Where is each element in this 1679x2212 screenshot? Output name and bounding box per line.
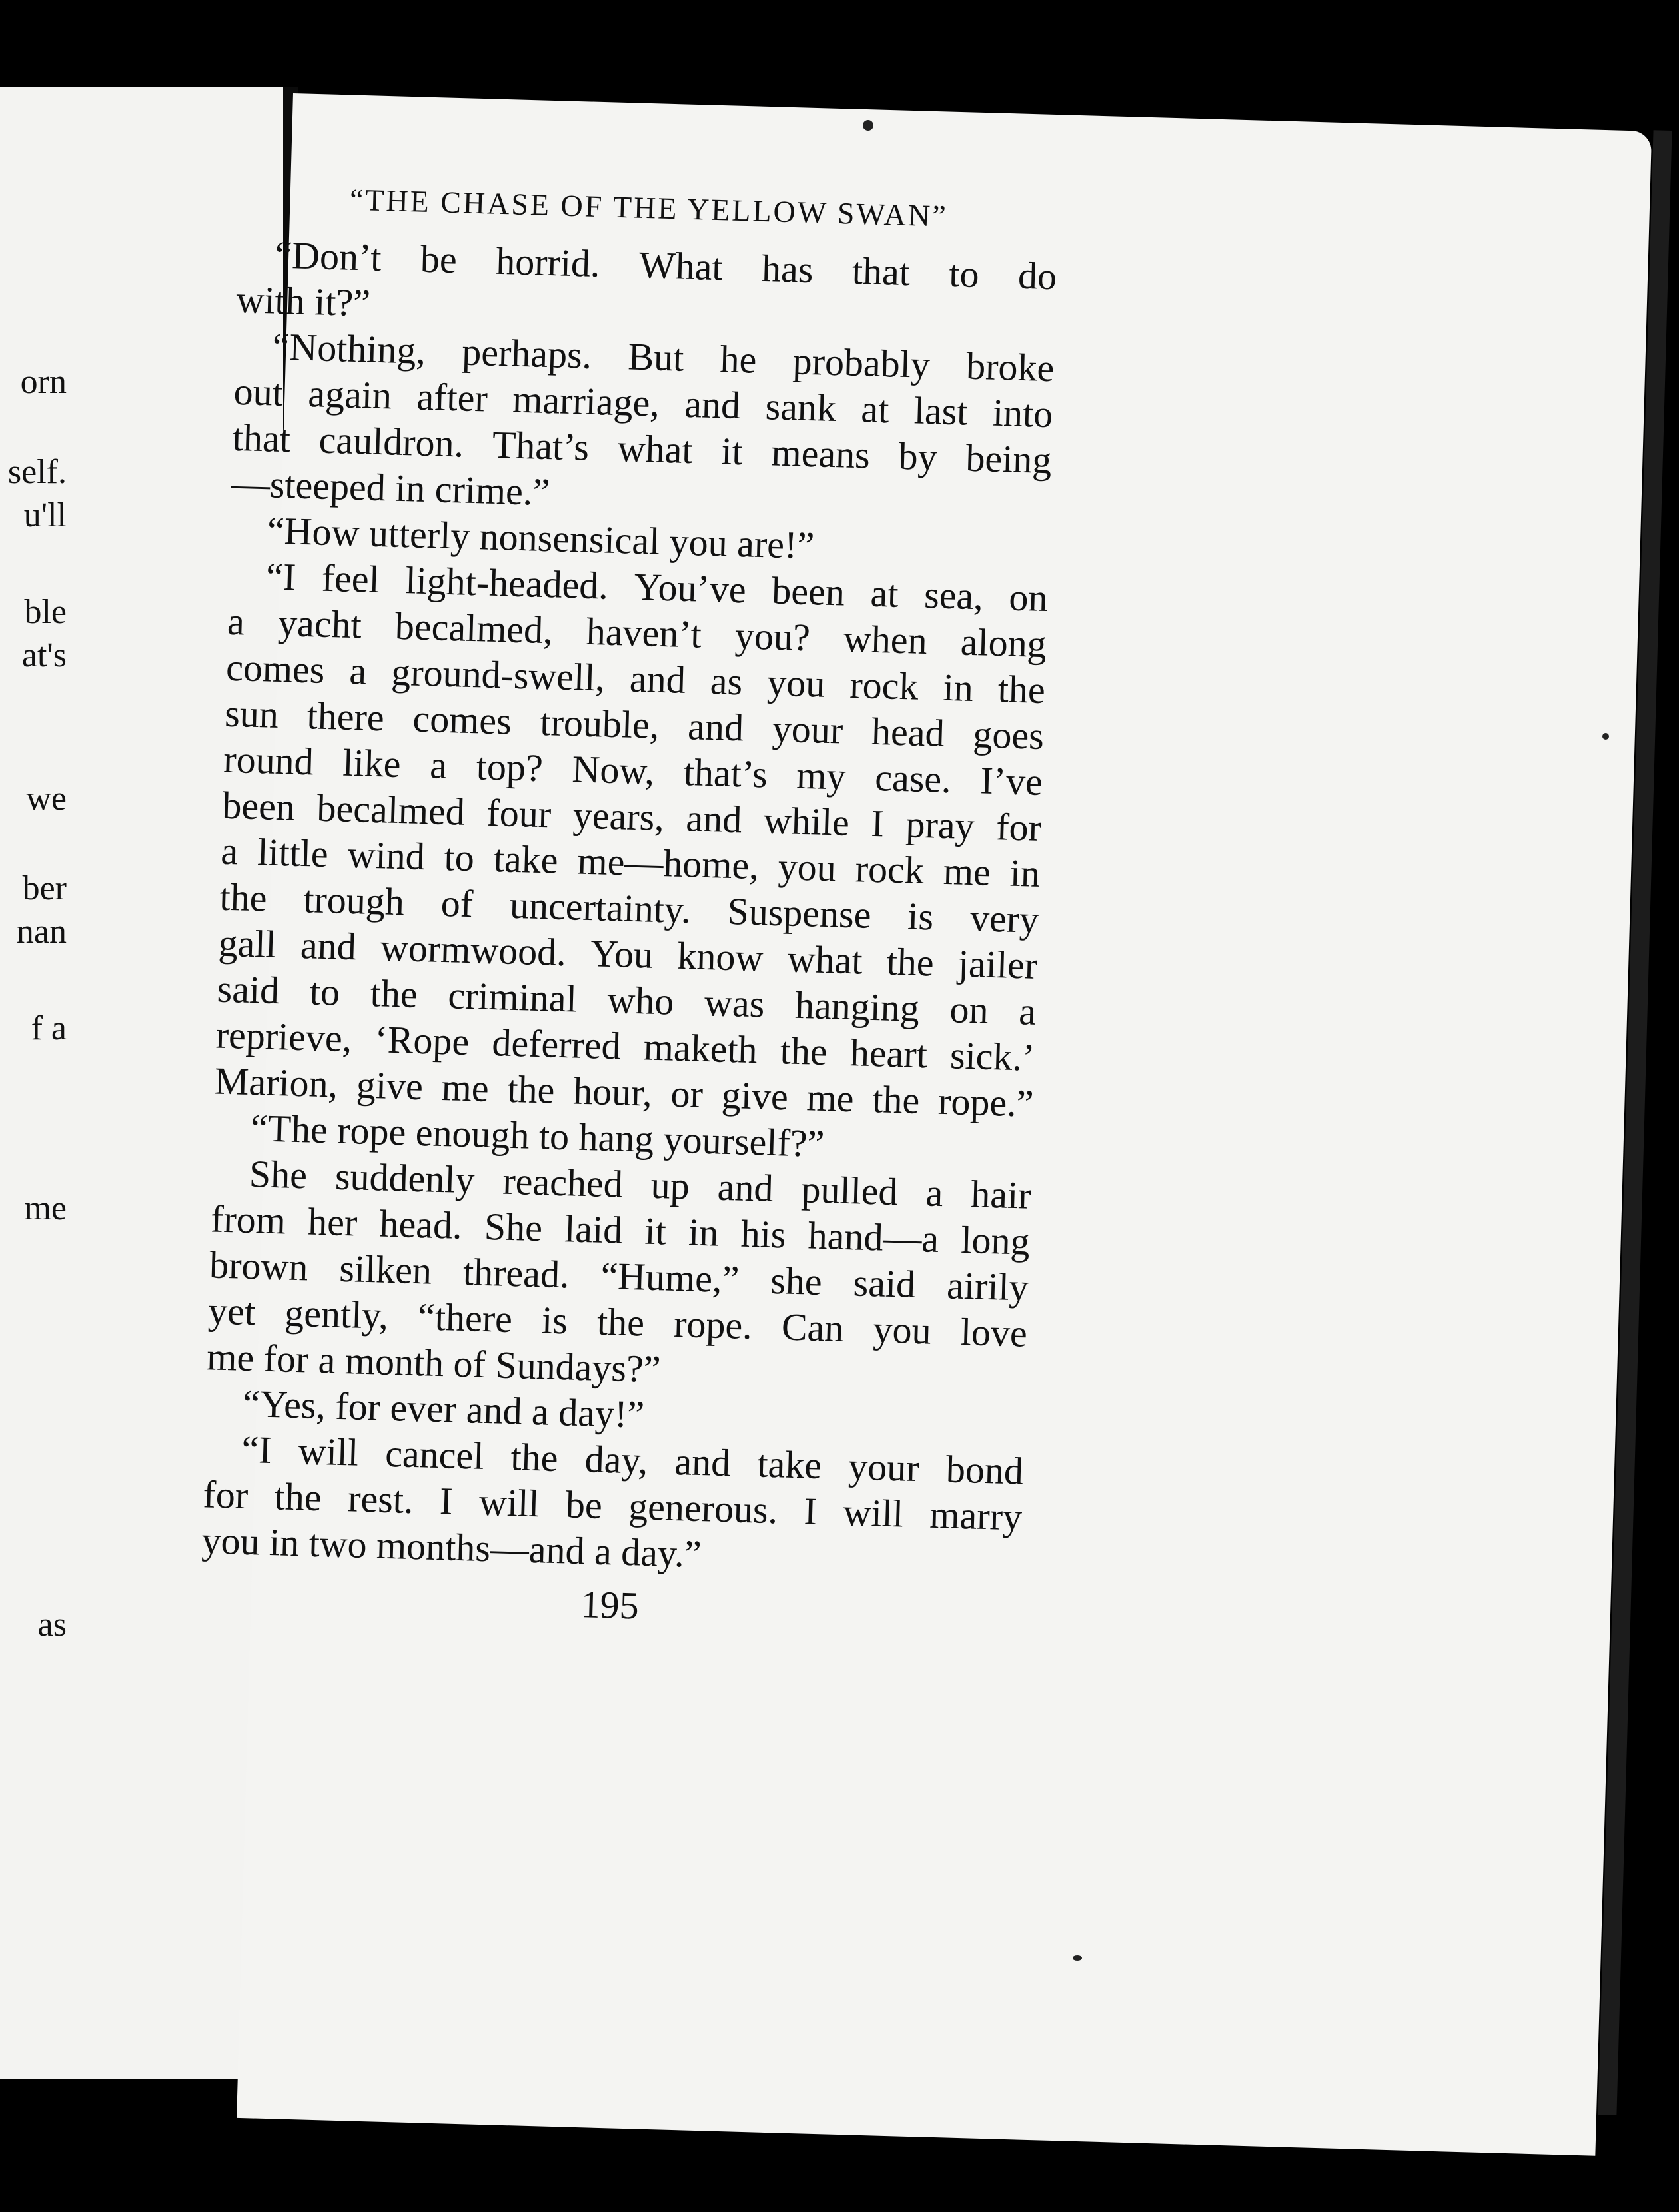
word: gall (217, 921, 277, 966)
word: head (871, 709, 945, 755)
word: the (779, 1029, 828, 1074)
word: will (297, 1429, 359, 1474)
word: trouble, (539, 700, 660, 747)
word: broke (965, 344, 1055, 390)
left-page-text-fragment: u'll (23, 496, 67, 534)
word: my (796, 753, 847, 798)
word: wind (346, 832, 426, 879)
word: heart (849, 1031, 928, 1077)
word: it (644, 1209, 667, 1253)
word: top? (476, 744, 544, 790)
word: sick.’ (949, 1033, 1036, 1079)
word: marry (929, 1492, 1023, 1539)
word: silken (338, 1246, 432, 1293)
word: like (342, 740, 402, 786)
word: what (616, 426, 694, 472)
word: the (596, 1299, 645, 1345)
word: the (997, 667, 1046, 712)
word: rock (849, 662, 919, 708)
word: take (756, 1442, 823, 1488)
word: what (786, 937, 863, 983)
word: that’s (683, 750, 768, 796)
word: and (300, 923, 357, 969)
page-number: 195 (580, 1582, 640, 1628)
word: sank (764, 384, 837, 430)
ink-speck (863, 120, 873, 131)
word: out (233, 369, 284, 414)
word: a (429, 743, 448, 788)
word: case. (874, 755, 952, 802)
word: light-headed. (404, 558, 609, 608)
word: on (1008, 575, 1049, 620)
word: probably (792, 339, 931, 387)
line-text: you in two months—and a day.” (201, 1518, 702, 1576)
word: deferred (491, 1021, 622, 1068)
word: take (493, 837, 559, 882)
word: Can (781, 1305, 845, 1350)
word: I (803, 1489, 818, 1533)
word: along (959, 620, 1047, 666)
word: the (885, 939, 935, 985)
word: the (871, 1077, 921, 1123)
word: comes (225, 645, 326, 692)
word: she (770, 1258, 823, 1304)
word: hair (970, 1172, 1032, 1217)
word: to (443, 835, 475, 880)
word: thread. (462, 1250, 570, 1297)
word: after (416, 374, 488, 420)
word: when (843, 616, 928, 663)
word: maketh (643, 1025, 758, 1072)
word: But (627, 334, 685, 380)
word: horrid. (495, 239, 601, 286)
word: little (257, 830, 329, 876)
word: and (687, 704, 744, 750)
word: your (772, 706, 844, 752)
left-page-text-fragment: ble (24, 593, 67, 631)
word: me—home, (576, 839, 760, 888)
word: at (869, 571, 899, 616)
word: her (307, 1199, 358, 1245)
word: be (565, 1482, 603, 1527)
line-text: “How utterly nonsensical you are!” (267, 508, 816, 568)
word: the (273, 1474, 322, 1520)
word: the (370, 971, 418, 1016)
word: uncertainty. (509, 883, 692, 932)
word: a (348, 648, 368, 693)
word: hour, (572, 1069, 653, 1115)
word: was (704, 980, 766, 1026)
line-text: “The rope enough to hang yourself?” (250, 1106, 826, 1166)
word: a (925, 1171, 944, 1215)
word: is (541, 1298, 568, 1343)
left-page-text-fragment: me (24, 1189, 67, 1227)
word: laid (564, 1207, 624, 1252)
word: to (948, 251, 980, 296)
word: said (216, 967, 280, 1013)
word: You (590, 931, 654, 977)
word: give (721, 1073, 789, 1119)
word: becalmed (316, 786, 466, 833)
word: yacht (277, 600, 362, 647)
left-page-text-fragment: as (37, 1606, 67, 1644)
word: ‘Rope (374, 1017, 470, 1064)
word: Marion, (214, 1059, 339, 1106)
left-page-text-fragment: we (26, 780, 67, 818)
word: brown (209, 1243, 309, 1289)
word: hand—a (807, 1213, 940, 1261)
word: wormwood. (380, 925, 567, 975)
word: been (221, 783, 296, 829)
word: I’ve (979, 758, 1043, 804)
left-page-text-fragment: nan (16, 913, 67, 951)
word: bond (945, 1447, 1024, 1493)
word: while (763, 798, 850, 844)
word: pray (905, 802, 975, 848)
word: jailer (957, 941, 1039, 987)
line-text: “Yes, for ever and a day!” (242, 1381, 645, 1436)
left-page-text-fragment: f a (31, 1009, 67, 1047)
word: me (806, 1075, 855, 1121)
word: a (220, 829, 239, 873)
word: rope. (673, 1301, 753, 1348)
word: you (872, 1307, 932, 1353)
word: rest. (347, 1476, 414, 1522)
word: the (510, 1435, 559, 1480)
word: and (685, 796, 743, 841)
word: rock (854, 847, 925, 893)
word: Now, (571, 747, 656, 793)
word: said (852, 1261, 917, 1306)
word: sun (224, 691, 279, 736)
word: is (907, 894, 935, 939)
word: and (629, 656, 686, 702)
word: generous. (628, 1484, 779, 1532)
word: me (440, 1065, 490, 1110)
word: the (219, 875, 268, 920)
word: pulled (800, 1167, 899, 1214)
word: that (232, 415, 291, 461)
word: last (913, 388, 969, 434)
word: and (716, 1165, 774, 1210)
word: What (638, 243, 724, 289)
word: he (719, 337, 758, 382)
word: and (674, 1439, 732, 1485)
word: “there (417, 1295, 513, 1341)
word: gently, (284, 1291, 389, 1337)
word: from (210, 1197, 286, 1243)
word: being (965, 436, 1053, 482)
word: be (420, 237, 458, 282)
left-page-text-fragment: self. (7, 453, 67, 491)
word: sea, (923, 572, 984, 618)
word: on (949, 987, 989, 1032)
word: that (851, 249, 911, 294)
line-text: me for a month of Sundays?” (206, 1335, 662, 1391)
word: That’s (492, 422, 590, 469)
word: of (440, 881, 474, 926)
left-page-text-fragment: ber (22, 869, 67, 907)
body-text (201, 231, 1057, 1586)
word: criminal (447, 973, 578, 1021)
word: in (688, 1210, 720, 1255)
word: know (676, 933, 764, 980)
word: who (606, 977, 675, 1023)
word: “Nothing, (271, 324, 426, 372)
word: means (770, 430, 871, 477)
word: head. (378, 1201, 463, 1247)
word: there (306, 694, 385, 740)
word: been (771, 568, 845, 614)
line-text: —steeped in crime.” (231, 461, 551, 514)
word: rope.” (937, 1079, 1035, 1125)
word: long (960, 1217, 1031, 1263)
ink-speck (1602, 733, 1609, 740)
word: trough (302, 877, 405, 924)
word: I (439, 1479, 454, 1523)
word: reprieve, (215, 1013, 353, 1061)
word: years, (572, 793, 665, 839)
word: has (761, 246, 814, 292)
left-page-text-fragment: at's (21, 636, 67, 674)
word: ground-swell, (390, 650, 606, 700)
word: again (307, 372, 392, 418)
word: give (356, 1063, 424, 1109)
word: in (942, 665, 974, 710)
word: hanging (794, 983, 920, 1030)
word: up (650, 1163, 690, 1208)
word: becalmed, (394, 604, 554, 652)
word: will (842, 1490, 904, 1536)
running-head: “THE CHASE OF THE YELLOW SWAN” (349, 182, 949, 233)
word: to (309, 969, 341, 1014)
word: for (202, 1472, 249, 1518)
word: “Don’t (274, 233, 382, 279)
word: in (1009, 851, 1041, 895)
word: round (223, 737, 314, 784)
word: as (710, 659, 744, 704)
word: “Hume,” (600, 1253, 740, 1301)
word: cauldron. (318, 418, 465, 466)
word: you (777, 844, 837, 890)
word: your (847, 1444, 920, 1490)
word: love (960, 1309, 1028, 1355)
word: perhaps. (461, 330, 593, 377)
word: will (478, 1480, 540, 1526)
word: reached (502, 1159, 624, 1206)
word: very (969, 896, 1040, 941)
word: yet (207, 1289, 257, 1334)
word: a (1018, 989, 1037, 1033)
word: a (227, 599, 245, 644)
word: feel (321, 556, 380, 602)
word: at (860, 387, 890, 432)
word: and (684, 382, 742, 428)
word: cancel (384, 1431, 485, 1478)
word: You’ve (633, 564, 747, 612)
word: by (897, 434, 938, 479)
ink-speck (1073, 1955, 1082, 1961)
page-text-block (199, 173, 1059, 1643)
left-page-text-fragment: orn (20, 363, 67, 401)
word: marriage, (512, 377, 660, 425)
word: it (720, 429, 744, 474)
word: or (670, 1071, 704, 1116)
word: you (766, 660, 826, 706)
word: the (506, 1067, 556, 1112)
word: do (1017, 253, 1058, 298)
word: his (740, 1211, 787, 1257)
word: Suspense (726, 889, 872, 937)
word: She (484, 1204, 543, 1250)
word: suddenly (334, 1154, 476, 1202)
word: haven’t (586, 609, 702, 656)
word: I (870, 801, 885, 845)
line-text: with it?” (235, 277, 371, 325)
word: day, (584, 1437, 649, 1482)
word: She (249, 1151, 308, 1197)
word: comes (412, 696, 512, 743)
word: four (486, 790, 552, 836)
word: goes (972, 712, 1045, 758)
word: me (943, 849, 991, 894)
word: airily (946, 1263, 1029, 1309)
word: you? (734, 614, 811, 660)
word: for (995, 805, 1042, 849)
word: into (992, 390, 1054, 436)
word: “I (265, 554, 297, 599)
word: “I (241, 1427, 273, 1472)
